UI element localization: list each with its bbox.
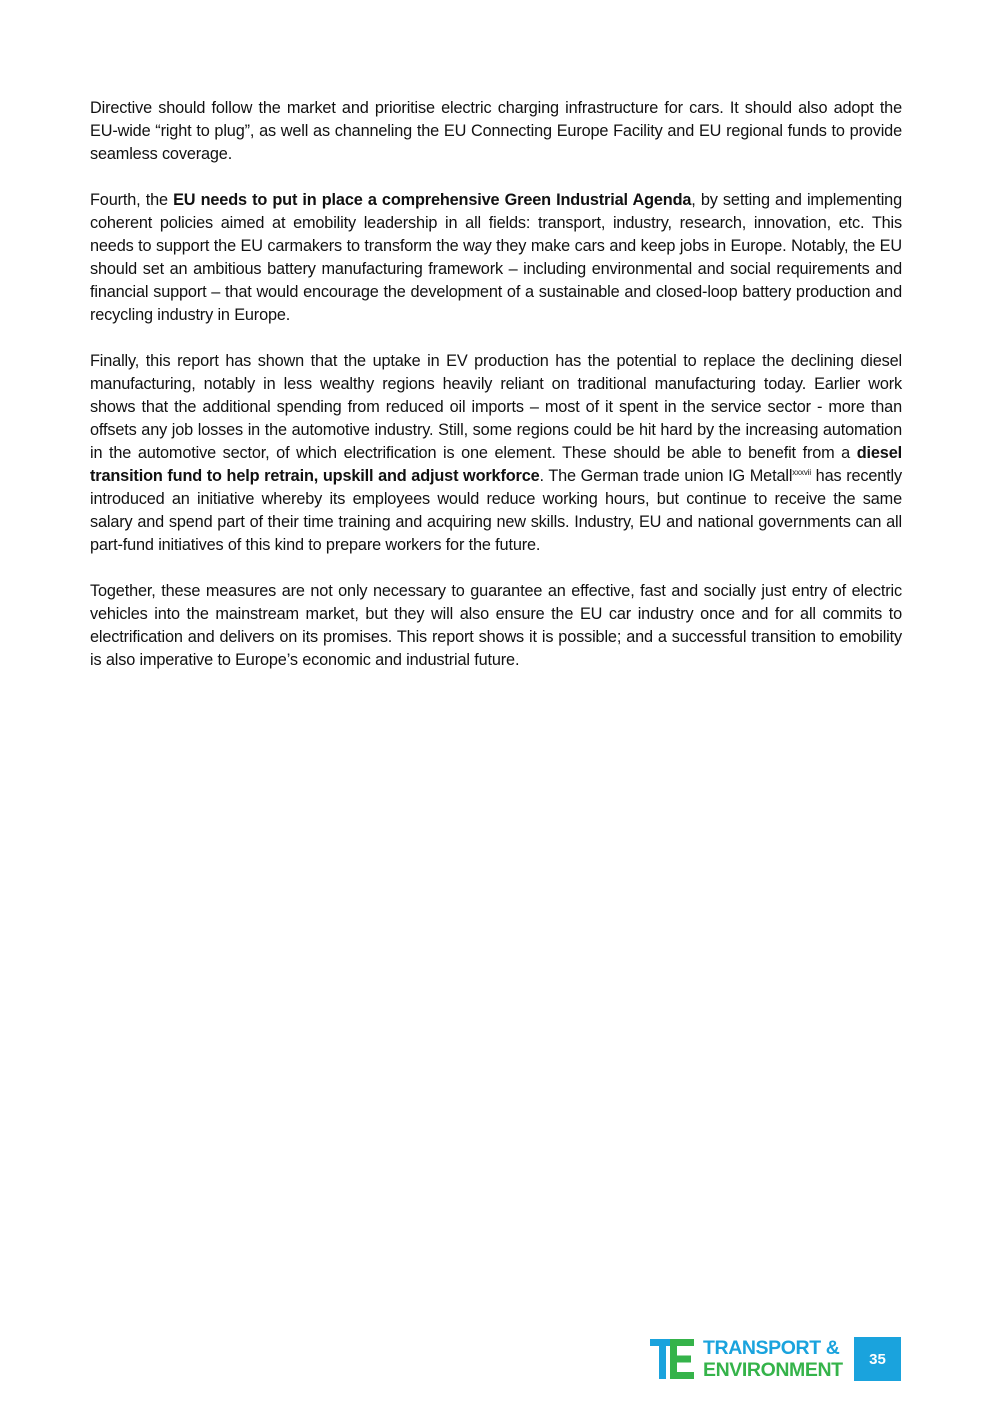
paragraph-text-rest: has recently introduced an initiative whereby its employees would reduce working hours, but continue to receive the same salary and spend part of their time training and acquiring new skills. Industry, EU and national governments can all part-fund initiatives of this kind to prepare workers for the future. [90, 467, 902, 554]
emphasis-green-industrial-agenda: EU needs to put in place a comprehensive Green Industrial Agenda [173, 191, 692, 209]
footnote-reference[interactable]: xxxvii [792, 468, 811, 477]
paragraph-conclusion [90, 580, 902, 672]
logo-line-transport: TRANSPORT & [703, 1337, 840, 1359]
emphasis-diesel-transition-fund: diesel transition fund to help retrain, upskill and adjust workforce [90, 444, 902, 485]
document-body [90, 97, 902, 695]
paragraph-text-rest: , by setting and implementing coherent policies aimed at emobility leadership in all fields: transport, industry, research, innovation, etc. This needs to support the EU carmakers to transform the way they make cars and keep jobs in Europe. Notably, the EU should set an ambitious battery manufacturing framework – including environmental and social requirements and financial support – that would encourage the development of a sustainable and closed-loop battery production and recycling industry in Europe. [90, 191, 902, 324]
page-number: 35 [869, 1350, 886, 1368]
paragraph-text: Together, these measures are not only necessary to guarantee an effective, fast and socially just entry of electric vehicles into the mainstream market, but they will also ensure the EU car industry once and for all commits to electrification and delivers on its promises. This report shows it is possible; and a successful transition to emobility is also imperative to Europe’s economic and industrial future. [90, 582, 902, 669]
te-logo-icon [650, 1339, 694, 1379]
logo-line-environment: ENVIRONMENT [703, 1359, 843, 1381]
page-footer [650, 1337, 902, 1381]
paragraph-diesel-transition [90, 350, 902, 557]
paragraph-charging-infrastructure [90, 97, 902, 166]
brand-logo-text [703, 1337, 843, 1381]
paragraph-text-intro: Fourth, the [90, 191, 174, 209]
paragraph-green-industrial-agenda [90, 189, 902, 327]
page-number-badge [854, 1337, 901, 1381]
paragraph-text-intro: Finally, this report has shown that the uptake in EV production has the potential to replace the declining diesel manufacturing, notably in less wealthy regions heavily reliant on traditional manufacturing today. Earlier work shows that the additional spending from reduced oil imports – most of it spent in the service sector - more than offsets any job losses in the automotive industry. Still, some regions could be hit hard by the increasing automation in the automotive sector, of which electrification is one element. These should be able to benefit from a [90, 352, 902, 462]
paragraph-text: Directive should follow the market and prioritise electric charging infrastructure for cars. It should also adopt the EU-wide “right to plug”, as well as channeling the EU Connecting Europe Facility and EU regional funds to provide seamless coverage. [90, 99, 902, 163]
paragraph-text-middle: . The German trade union IG Metall [539, 467, 793, 485]
